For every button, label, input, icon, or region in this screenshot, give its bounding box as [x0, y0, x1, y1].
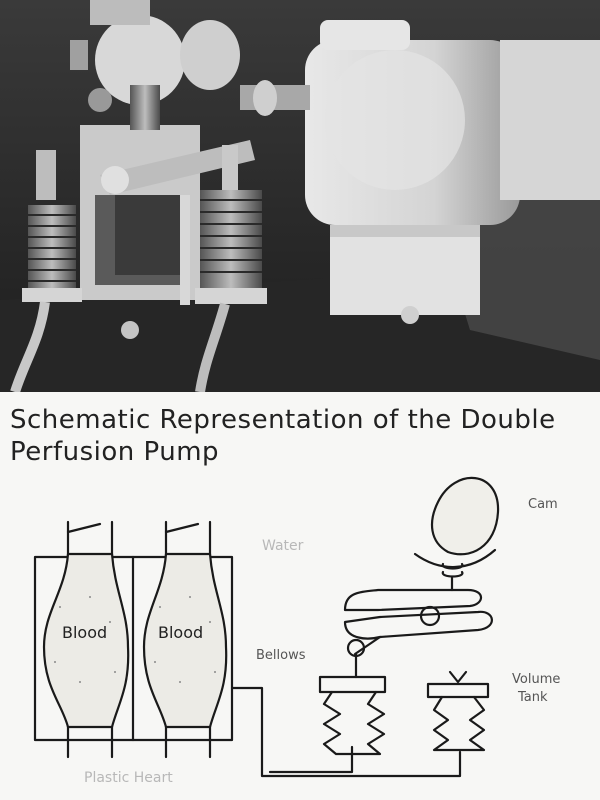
bellows-label: Bellows	[256, 648, 306, 663]
water-label: Water	[262, 538, 304, 554]
connecting-tube	[232, 688, 460, 776]
schematic-title: Schematic Representation of the Double Perfusion Pump	[10, 405, 556, 467]
pump-photograph	[0, 0, 600, 392]
volume-tank-top-plate	[428, 684, 488, 697]
bellows-top-plate	[320, 677, 385, 692]
cam	[432, 478, 498, 554]
blood-label-left: Blood	[62, 623, 108, 642]
bellows-body	[324, 692, 384, 754]
lever-upper	[345, 590, 481, 610]
volume-tank-body	[434, 697, 484, 750]
motor-base	[330, 225, 480, 315]
volume-tank-wing-nut	[450, 672, 466, 682]
plastic-heart-label: Plastic Heart	[84, 770, 173, 786]
lever-lower	[345, 612, 492, 639]
volume-label: Volume	[512, 672, 561, 687]
cam-label: Cam	[528, 497, 558, 512]
right-bellows	[200, 190, 262, 290]
lever-pivot	[421, 607, 439, 625]
blood-label-right: Blood	[158, 623, 204, 642]
tank-label: Tank	[518, 690, 548, 705]
pump-photo-illustration	[0, 0, 600, 392]
